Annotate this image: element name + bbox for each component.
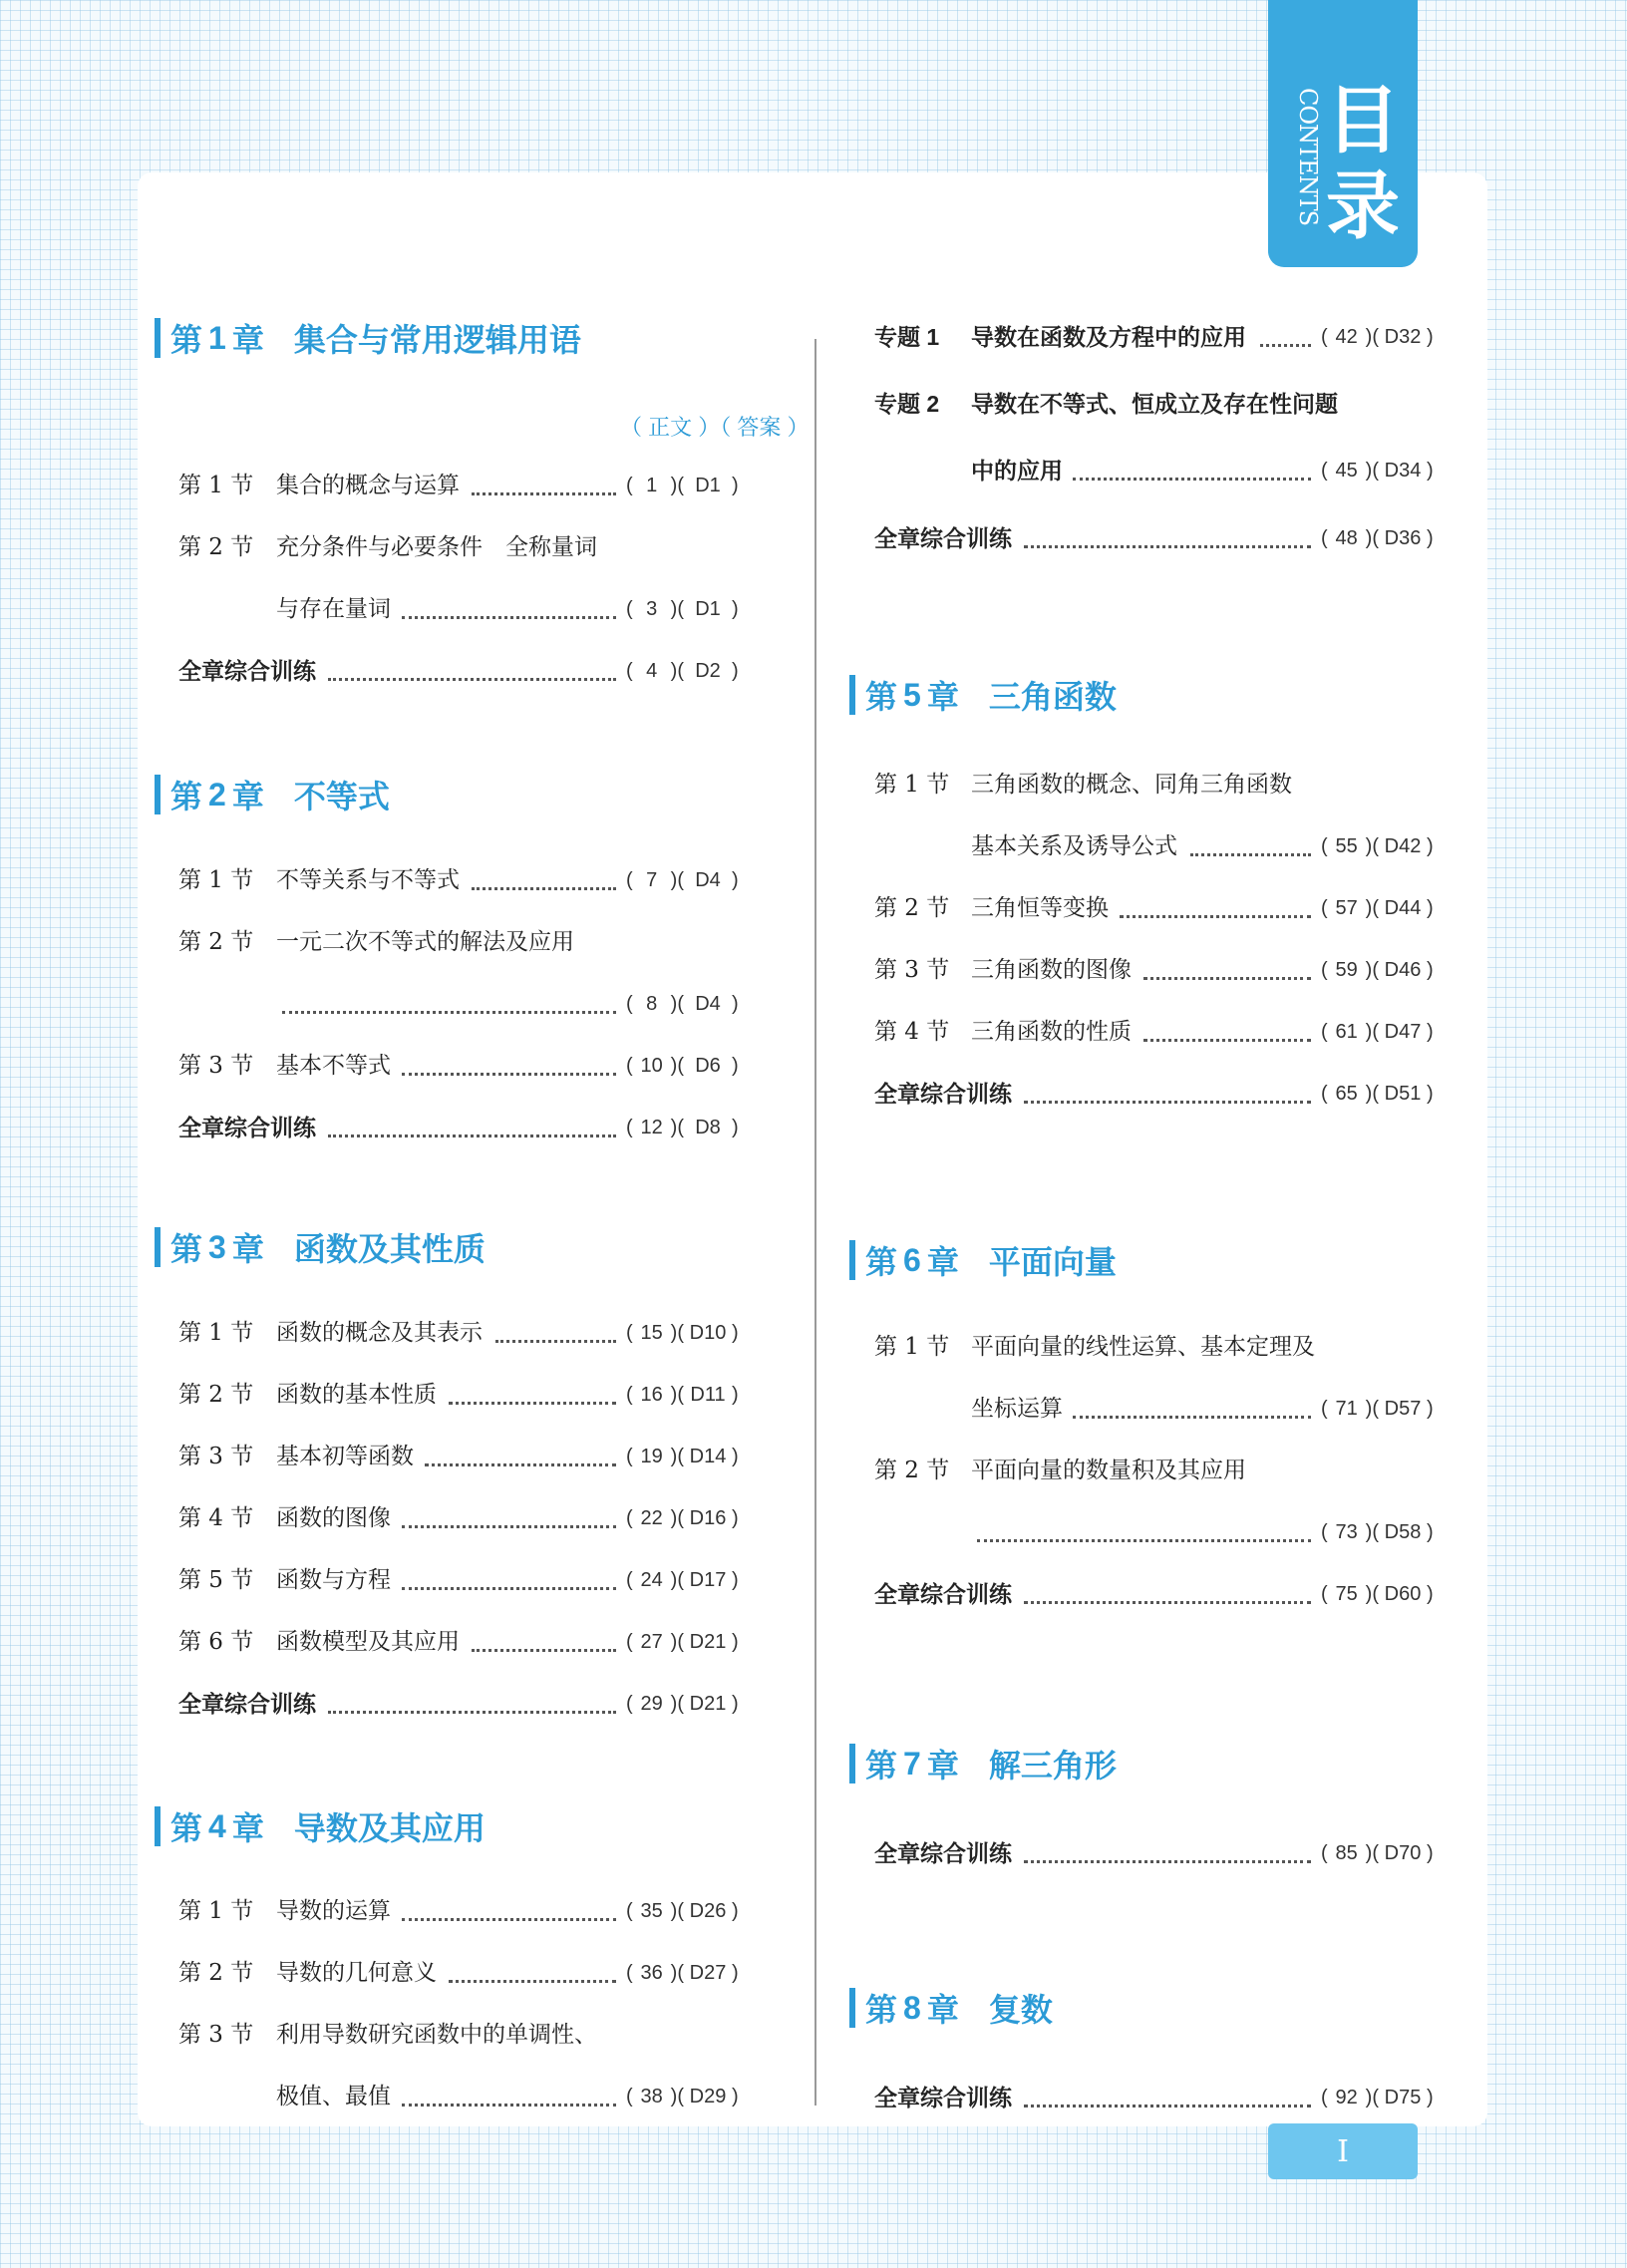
section-label: 第 1 节 xyxy=(178,867,254,893)
section-title: 函数的基本性质 xyxy=(276,1382,437,1408)
section-title: 三角函数的概念、同角三角函数 xyxy=(971,772,1292,798)
title-char-2: 录 xyxy=(1326,163,1400,249)
answer-page-text: D16 xyxy=(689,1507,727,1529)
answer-page-text: D44 xyxy=(1384,897,1422,919)
answer-page-text: D14 xyxy=(689,1446,727,1467)
section-title: 中的应用 xyxy=(971,458,1063,484)
chapter-number: 1 xyxy=(208,319,226,356)
section-label: 全章综合训练 xyxy=(874,2085,1012,2110)
toc-row xyxy=(0,454,1627,487)
section-title: 导数在函数及方程中的应用 xyxy=(971,324,1246,350)
section-label: 第 5 节 xyxy=(178,1567,254,1593)
section-title: 极值、最值 xyxy=(276,2084,391,2109)
answer-page-text: D21 xyxy=(689,1631,727,1653)
section-title: 不等关系与不等式 xyxy=(276,867,460,893)
page-number-text: 85 xyxy=(1335,1842,1358,1864)
section-label: 第 2 节 xyxy=(874,1458,950,1483)
answer-page-text: D32 xyxy=(1384,326,1422,348)
section-label: 第 1 节 xyxy=(874,772,950,798)
chapter-suffix: 章 xyxy=(231,321,264,359)
answer-page-text: D8 xyxy=(695,1117,721,1138)
page-number-text: 48 xyxy=(1335,527,1358,549)
chapter-review-row xyxy=(0,2081,1627,2114)
page-number-text: 73 xyxy=(1335,1521,1358,1543)
page-reference: ( 42 )( D32 ) xyxy=(1321,320,1434,354)
leader-dots xyxy=(402,582,617,619)
page-number-text: 16 xyxy=(640,1384,663,1406)
chapter-heading xyxy=(155,1227,486,1267)
answer-page-text: D4 xyxy=(695,869,721,891)
toc-row xyxy=(0,592,1627,626)
section-title: 三角恒等变换 xyxy=(971,895,1109,921)
toc-row xyxy=(0,1515,1627,1549)
toc-row xyxy=(0,1956,1627,1990)
page-number-text: 19 xyxy=(640,1446,663,1467)
page-number-text: 61 xyxy=(1335,1021,1358,1043)
section-title: 集合的概念与运算 xyxy=(276,473,460,498)
page-number: I xyxy=(1268,2123,1418,2179)
page-reference: ( 7 )( D4 ) xyxy=(626,863,739,897)
toc-row xyxy=(0,1015,1627,1049)
page-reference: ( 59 )( D46 ) xyxy=(1321,953,1434,987)
leader-dots xyxy=(328,1677,616,1714)
page-reference: ( 75 )( D60 ) xyxy=(1321,1577,1434,1611)
leader-dots xyxy=(328,644,616,681)
section-title: 函数的概念及其表示 xyxy=(276,1320,483,1346)
chapter-review-row xyxy=(0,1687,1627,1721)
answer-page-text: D36 xyxy=(1384,527,1422,549)
chapter-number: 5 xyxy=(903,676,921,713)
page-reference: ( 3 )( D1 ) xyxy=(626,592,739,626)
page-reference: ( 36 )( D27 ) xyxy=(626,1956,739,1990)
section-label: 全章综合训练 xyxy=(874,1081,1012,1107)
leader-dots xyxy=(1024,511,1311,548)
answer-page-text: D6 xyxy=(695,1055,721,1077)
page-reference: ( 19 )( D14 ) xyxy=(626,1440,739,1473)
page-number-text: 38 xyxy=(640,2086,663,2107)
leader-dots xyxy=(1024,1067,1311,1104)
column-header: （ 正文 ）（ 答案 ） xyxy=(620,415,810,440)
section-label: 全章综合训练 xyxy=(178,658,316,684)
chapter-suffix: 章 xyxy=(926,1747,959,1784)
page-number-text: 65 xyxy=(1335,1083,1358,1105)
chapter-title: 导数及其应用 xyxy=(293,1809,486,1847)
page-reference: ( 29 )( D21 ) xyxy=(626,1687,739,1721)
page-reference: ( 61 )( D47 ) xyxy=(1321,1015,1434,1049)
toc-row xyxy=(0,1894,1627,1928)
page-reference: ( 10 )( D6 ) xyxy=(626,1049,739,1083)
toc-row xyxy=(0,768,1627,802)
chapter-suffix: 章 xyxy=(926,1243,959,1281)
chapter-review-row xyxy=(0,1836,1627,1870)
page-reference: ( 65 )( D51 ) xyxy=(1321,1077,1434,1111)
page-reference: ( 24 )( D17 ) xyxy=(626,1563,739,1597)
chapter-heading xyxy=(849,675,1117,715)
toc-row xyxy=(0,1330,1627,1364)
chapter-prefix: 第 xyxy=(865,1991,898,2029)
chapter-number: 2 xyxy=(208,776,226,812)
page-number-text: 27 xyxy=(640,1631,663,1653)
chapter-prefix: 第 xyxy=(170,1230,203,1268)
answer-page-text: D26 xyxy=(689,1900,727,1922)
section-title: 函数模型及其应用 xyxy=(276,1629,460,1655)
toc-row xyxy=(0,1454,1627,1487)
answer-page-text: D42 xyxy=(1384,835,1422,857)
answer-page-text: D34 xyxy=(1384,460,1422,482)
section-title: 三角函数的性质 xyxy=(971,1019,1132,1045)
chapter-prefix: 第 xyxy=(170,778,203,815)
chapter-suffix: 章 xyxy=(231,1809,264,1847)
section-label: 第 2 节 xyxy=(178,929,254,955)
section-title: 利用导数研究函数中的单调性、 xyxy=(276,2022,597,2048)
page-reference: ( 48 )( D36 ) xyxy=(1321,521,1434,555)
chapter-number: 6 xyxy=(903,1241,921,1278)
chapter-prefix: 第 xyxy=(865,678,898,716)
chapter-review-row xyxy=(0,1077,1627,1111)
leader-dots xyxy=(1024,1826,1311,1863)
leader-dots xyxy=(1024,1567,1311,1604)
chapter-number: 8 xyxy=(903,1989,921,2026)
section-title: 函数与方程 xyxy=(276,1567,391,1593)
toc-row xyxy=(0,1625,1627,1659)
page-reference: ( 57 )( D44 ) xyxy=(1321,891,1434,925)
page-number-text: 71 xyxy=(1335,1398,1358,1420)
answer-page-text: D75 xyxy=(1384,2087,1422,2108)
section-label: 第 6 节 xyxy=(178,1629,254,1655)
page-reference: ( 35 )( D26 ) xyxy=(626,1894,739,1928)
page-reference: ( 16 )( D11 ) xyxy=(626,1378,739,1412)
section-title: 三角函数的图像 xyxy=(971,957,1132,983)
page-number-text: 45 xyxy=(1335,460,1358,482)
page-number-text: 4 xyxy=(646,660,658,682)
section-label: 第 2 节 xyxy=(874,895,950,921)
section-label: 全章综合训练 xyxy=(874,1840,1012,1866)
page-reference: ( 55 )( D42 ) xyxy=(1321,829,1434,863)
page-number-text: 12 xyxy=(640,1117,663,1138)
section-title: 坐标运算 xyxy=(971,1396,1063,1422)
contents-title-en: CONTENTS xyxy=(1294,88,1322,226)
chapter-number: 3 xyxy=(208,1228,226,1265)
chapter-review-row xyxy=(0,654,1627,688)
toc-row xyxy=(0,891,1627,925)
chapter-title: 解三角形 xyxy=(988,1747,1117,1784)
page-number-text: 15 xyxy=(640,1322,663,1344)
section-label: 第 1 节 xyxy=(178,473,254,498)
section-title: 平面向量的数量积及其应用 xyxy=(971,1458,1246,1483)
answer-page-text: D58 xyxy=(1384,1521,1422,1543)
toc-row xyxy=(0,387,1627,421)
page-number-text: 36 xyxy=(640,1962,663,1984)
page-number-text: 22 xyxy=(640,1507,663,1529)
answer-page-text: D17 xyxy=(689,1569,727,1591)
answer-page-text: D10 xyxy=(689,1322,727,1344)
section-label: 专题 2 xyxy=(874,391,940,417)
toc-row xyxy=(0,1392,1627,1426)
page-number-text: 24 xyxy=(640,1569,663,1591)
page-number-text: 3 xyxy=(646,598,658,620)
chapter-prefix: 第 xyxy=(865,1243,898,1281)
section-title: 平面向量的线性运算、基本定理及 xyxy=(971,1334,1315,1360)
section-label: 全章综合训练 xyxy=(874,525,1012,551)
page-number-text: 8 xyxy=(646,993,658,1015)
page-number-text: 1 xyxy=(646,475,658,496)
page-number-text: 42 xyxy=(1335,326,1358,348)
chapter-title: 集合与常用逻辑用语 xyxy=(293,321,581,359)
leader-dots xyxy=(1190,819,1312,856)
answer-page-text: D21 xyxy=(689,1693,727,1715)
section-label: 第 3 节 xyxy=(874,957,950,983)
page-number-text: 10 xyxy=(640,1055,663,1077)
page-number-text: 7 xyxy=(646,869,658,891)
section-label: 第 4 节 xyxy=(178,1505,254,1531)
page-reference: ( 8 )( D4 ) xyxy=(626,987,739,1021)
page-number-text: 35 xyxy=(640,1900,663,1922)
page-number-text: 75 xyxy=(1335,1583,1358,1605)
chapter-suffix: 章 xyxy=(231,1230,264,1268)
answer-page-text: D11 xyxy=(690,1384,726,1406)
section-label: 第 2 节 xyxy=(178,1960,254,1986)
page-reference: ( 27 )( D21 ) xyxy=(626,1625,739,1659)
leader-dots xyxy=(449,1946,617,1983)
answer-page-text: D51 xyxy=(1384,1083,1422,1105)
leader-dots xyxy=(1073,1382,1311,1419)
page-reference: ( 4 )( D2 ) xyxy=(626,654,739,688)
leader-dots xyxy=(1024,2071,1311,2107)
chapter-prefix: 第 xyxy=(170,321,203,359)
chapter-heading xyxy=(849,1240,1117,1280)
chapter-suffix: 章 xyxy=(926,1991,959,2029)
section-title: 基本关系及诱导公式 xyxy=(971,833,1177,859)
section-label: 第 1 节 xyxy=(874,1334,950,1360)
page-reference: ( 38 )( D29 ) xyxy=(626,2080,739,2113)
leader-dots xyxy=(472,1615,616,1652)
chapter-number: 4 xyxy=(208,1807,226,1844)
section-title: 基本初等函数 xyxy=(276,1444,414,1469)
section-title: 导数的运算 xyxy=(276,1898,391,1924)
page-reference: ( 45 )( D34 ) xyxy=(1321,454,1434,487)
chapter-title: 函数及其性质 xyxy=(293,1230,486,1268)
answer-page-text: D60 xyxy=(1384,1583,1422,1605)
section-label: 第 3 节 xyxy=(178,1053,254,1079)
leader-dots xyxy=(977,1505,1311,1542)
section-title: 函数的图像 xyxy=(276,1505,391,1531)
answer-page-text: D1 xyxy=(695,475,721,496)
section-label: 第 1 节 xyxy=(178,1320,254,1346)
chapter-title: 复数 xyxy=(988,1991,1053,2029)
answer-page-text: D4 xyxy=(695,993,721,1015)
section-label: 第 4 节 xyxy=(874,1019,950,1045)
chapter-title: 三角函数 xyxy=(988,678,1117,716)
page-reference: ( 71 )( D57 ) xyxy=(1321,1392,1434,1426)
page-reference: ( 12 )( D8 ) xyxy=(626,1111,739,1144)
page-reference: ( 85 )( D70 ) xyxy=(1321,1836,1434,1870)
answer-page-text: D27 xyxy=(689,1962,727,1984)
chapter-suffix: 章 xyxy=(926,678,959,716)
title-char-1: 目 xyxy=(1326,78,1400,163)
section-title: 基本不等式 xyxy=(276,1053,391,1079)
chapter-review-row xyxy=(0,1577,1627,1611)
chapter-prefix: 第 xyxy=(865,1747,898,1784)
section-title: 充分条件与必要条件 全称量词 xyxy=(276,534,597,560)
answer-page-text: D57 xyxy=(1384,1398,1422,1420)
section-label: 全章综合训练 xyxy=(874,1581,1012,1607)
answer-page-text: D1 xyxy=(695,598,721,620)
section-label: 第 2 节 xyxy=(178,1382,254,1408)
page-reference: ( 92 )( D75 ) xyxy=(1321,2081,1434,2114)
toc-row xyxy=(0,320,1627,354)
toc-row xyxy=(0,953,1627,987)
section-label: 专题 1 xyxy=(874,324,940,350)
section-title: 一元二次不等式的解法及应用 xyxy=(276,929,574,955)
section-title: 与存在量词 xyxy=(276,596,391,622)
chapter-heading xyxy=(849,1988,1053,2028)
leader-dots xyxy=(1143,1005,1312,1042)
chapter-title: 不等式 xyxy=(293,778,390,815)
section-label: 第 3 节 xyxy=(178,1444,254,1469)
chapter-title: 平面向量 xyxy=(988,1243,1117,1281)
page-number-text: 59 xyxy=(1335,959,1358,981)
contents-title xyxy=(1326,78,1400,249)
page-number-text: 57 xyxy=(1335,897,1358,919)
leader-dots xyxy=(402,1884,617,1921)
section-label: 全章综合训练 xyxy=(178,1691,316,1717)
chapter-suffix: 章 xyxy=(231,778,264,815)
leader-dots xyxy=(1073,444,1311,481)
leader-dots xyxy=(1260,310,1311,347)
section-label: 全章综合训练 xyxy=(178,1115,316,1140)
toc-row xyxy=(0,2018,1627,2052)
page-number-text: 55 xyxy=(1335,835,1358,857)
section-label: 第 2 节 xyxy=(178,534,254,560)
leader-dots xyxy=(1120,881,1311,918)
toc-row xyxy=(0,829,1627,863)
answer-page-text: D29 xyxy=(689,2086,727,2107)
chapter-prefix: 第 xyxy=(170,1809,203,1847)
answer-page-text: D47 xyxy=(1384,1021,1422,1043)
page-reference: ( 22 )( D16 ) xyxy=(626,1501,739,1535)
section-title: 导数在不等式、恒成立及存在性问题 xyxy=(971,391,1338,417)
page-reference: ( 73 )( D58 ) xyxy=(1321,1515,1434,1549)
answer-page-text: D2 xyxy=(695,660,721,682)
chapter-number: 7 xyxy=(903,1745,921,1782)
page-number-text: 29 xyxy=(640,1693,663,1715)
chapter-review-row xyxy=(0,1111,1627,1144)
section-label: 第 3 节 xyxy=(178,2022,254,2048)
section-title: 导数的几何意义 xyxy=(276,1960,437,1986)
chapter-review-row xyxy=(0,521,1627,555)
answer-page-text: D70 xyxy=(1384,1842,1422,1864)
section-label: 第 1 节 xyxy=(178,1898,254,1924)
page-number-text: 92 xyxy=(1335,2087,1358,2108)
leader-dots xyxy=(1143,943,1312,980)
chapter-heading xyxy=(849,1744,1117,1783)
page-reference: ( 1 )( D1 ) xyxy=(626,469,739,502)
answer-page-text: D46 xyxy=(1384,959,1422,981)
page-reference: ( 15 )( D10 ) xyxy=(626,1316,739,1350)
